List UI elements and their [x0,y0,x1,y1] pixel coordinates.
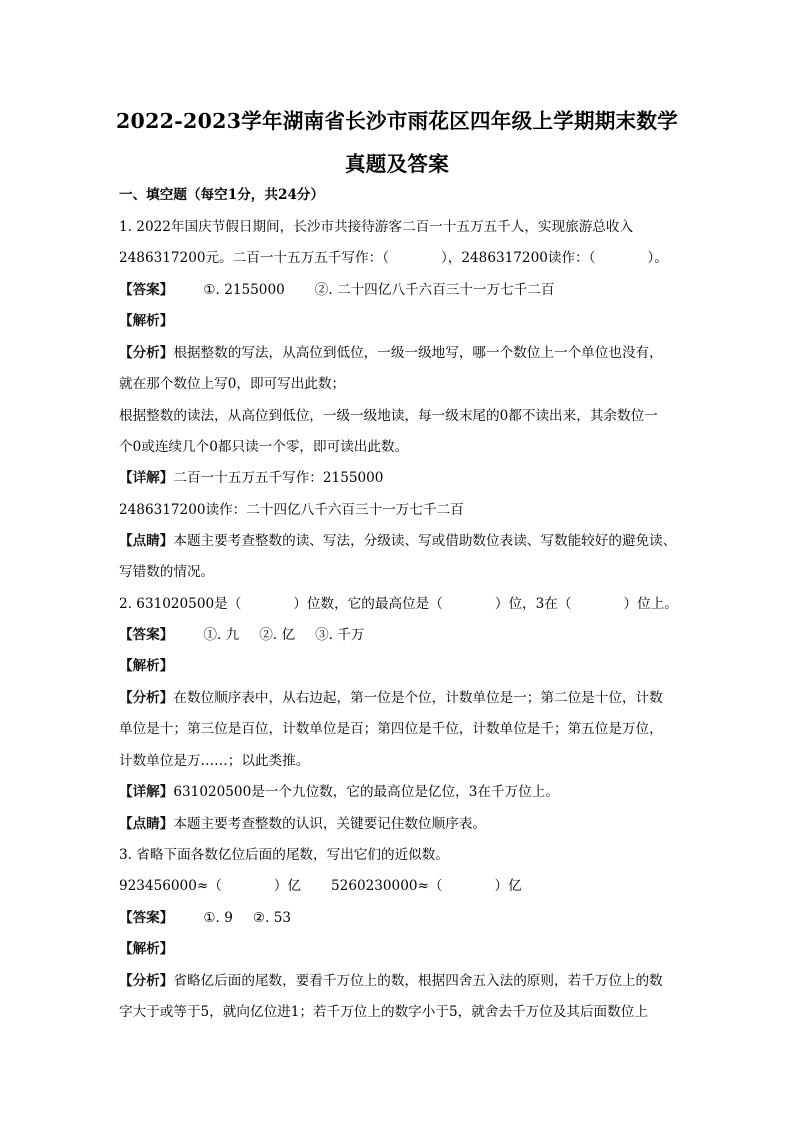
q3-line2-part2: ）亿 [273,878,302,894]
xiangjie-tag: 【详解】 [119,784,174,800]
q1-fenxi-2: 就在那个数位上写0，即可写出此数； [119,376,346,392]
q2-line1 [119,595,678,613]
q1-dianjing-2: 写错数的情况。 [119,564,215,580]
q2-dianjing-1 [119,815,486,833]
q3-line2-part3: 5260230000≈（ [331,878,443,894]
fenxi-tag: 【分析】 [119,345,174,361]
q2-line1-part2: ）位数，它的最高位是（ [293,596,443,612]
q3-line2-part4: ）亿 [494,878,522,894]
q1-xiangjie-2: 2486317200读作：二十四亿八千六百三十一万七千二百 [119,502,464,518]
q3-jiexi: 【解析】 [119,941,174,957]
q2-answer [119,626,365,644]
q1-line2 [119,249,668,267]
q3-fenxi-text-1: 省略亿后面的尾数，要看千万位上的数，根据四舍五入法的原则，若千万位上的数 [173,973,663,989]
q2-jiexi: 【解析】 [119,658,174,674]
section-heading: 一、填空题（每空1分，共24分） [119,187,325,203]
q2-line1-part3: ）位，3在（ [494,596,572,612]
q2-dianjing-text-1: 本题主要考查整数的认识，关键要记住数位顺序表。 [173,816,487,832]
q1-dianjing-1 [119,532,676,550]
q3-line2-part1: 923456000≈（ [119,878,222,894]
fenxi-tag: 【分析】 [119,690,174,706]
q2-line1-part1: 2. 631020500是（ [119,596,242,612]
q1-line1: 1. 2022年国庆节假日期间，长沙市共接待游客二百一十五万五千人，实现旅游总收入 [119,219,634,235]
dianjing-tag: 【点睛】 [119,533,174,549]
q1-answer [119,281,555,299]
q1-line2-part2: ），2486317200读作：（ [441,250,596,266]
q2-fenxi-text-1: 在数位顺序表中，从右边起，第一位是个位，计数单位是一；第二位是十位，计数 [173,690,663,706]
q2-answer-3: ③. 千万 [315,627,365,643]
q2-answer-1: ①. 九 [203,627,240,643]
dianjing-tag: 【点睛】 [119,816,174,832]
q1-fenxi-3: 根据整数的读法，从高位到低位，一级一级地读，每一级末尾的0都不读出来，其余数位一 [119,408,658,424]
q1-answer-2: ②. 二十四亿八千六百三十一万七千二百 [314,282,555,298]
q2-xiangjie-1 [119,783,559,801]
q2-fenxi-2: 单位是十；第三位是百位，计数单位是百；第四位是千位，计数单位是千；第五位是万位， [119,721,663,737]
document-title-line2: 真题及答案 [345,152,449,176]
q3-line2 [119,877,522,895]
fenxi-tag: 【分析】 [119,973,174,989]
q3-fenxi-2: 字大于或等于5，就向亿位进1；若千万位上的数字小于5，就舍去千万位及其后面数位上 [119,1004,648,1020]
q1-xiangjie-1 [119,469,383,487]
answer-tag: 【答案】 [119,627,174,643]
q1-line2-part1: 2486317200元。二百一十五万五千写作：（ [119,250,389,266]
q3-fenxi-1 [119,972,663,990]
q2-line1-part4: ）位上。 [623,596,678,612]
q3-line1: 3. 省略下面各数亿位后面的尾数，写出它们的近似数。 [119,847,449,863]
q1-fenxi-text-1: 根据整数的写法，从高位到低位，一级一级地写，哪一个数位上一个单位也没有， [173,345,663,361]
q2-answer-2: ②. 亿 [259,627,296,643]
xiangjie-tag: 【详解】 [119,470,174,486]
answer-tag: 【答案】 [119,910,174,926]
q1-jiexi: 【解析】 [119,313,174,329]
q1-fenxi-4: 个0或连续几个0都只读一个零，即可读出此数。 [119,439,409,455]
q1-line2-part3: ）。 [647,250,668,266]
q3-answer-2: ②. 53 [252,910,291,926]
document-title-line1: 2022-2023学年湖南省长沙市雨花区四年级上学期期末数学 [115,109,679,133]
q1-xiangjie-text-1: 二百一十五万五千写作：2155000 [173,470,384,486]
q3-answer-1: ①. 9 [203,910,233,926]
q1-dianjing-text-1: 本题主要考查整数的读、写法，分级读、写或借助数位表读、写数能较好的避免读、 [173,533,677,549]
q2-xiangjie-text-1: 631020500是一个九位数，它的最高位是亿位，3在千万位上。 [173,784,559,800]
q1-answer-1: ①. 2155000 [203,282,285,298]
answer-tag: 【答案】 [119,282,174,298]
q2-fenxi-1 [119,689,663,707]
q3-answer [119,909,291,927]
q1-fenxi-1 [119,344,663,362]
q2-fenxi-3: 计数单位是万……；以此类推。 [119,753,310,769]
